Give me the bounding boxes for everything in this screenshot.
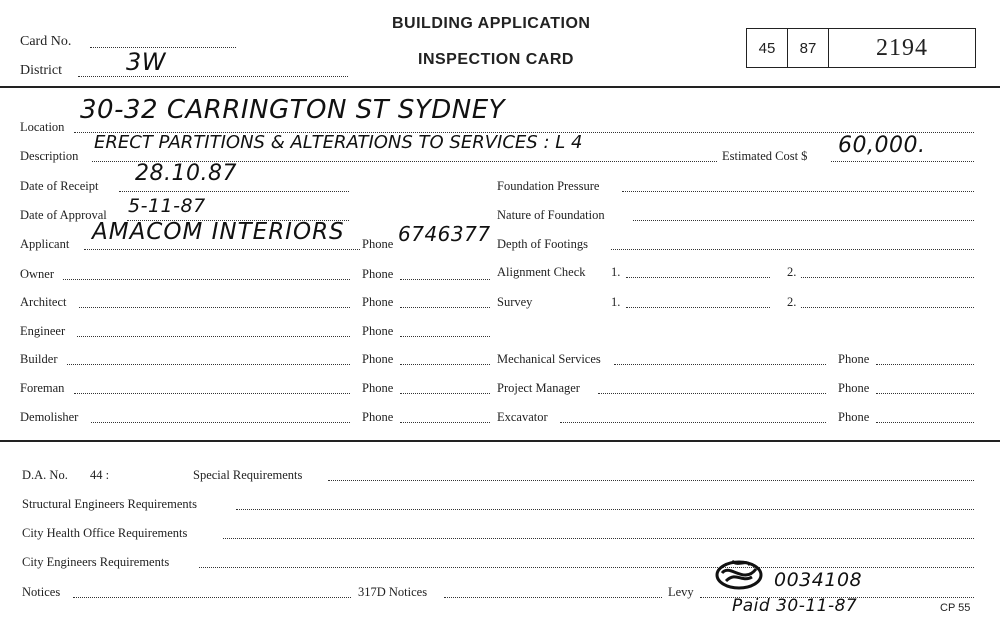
levy-value: 0034108 [774,569,863,591]
da-no-label: D.A. No. [22,468,68,482]
notices-label: Notices [22,585,61,599]
notices-317d-field[interactable] [444,597,662,598]
applicant-label: Applicant [20,237,70,251]
mechanical-phone-label: Phone [838,352,870,366]
survey-2-field[interactable] [801,307,974,308]
health-requirements-label: City Health Office Requirements [22,526,188,540]
owner-phone-label: Phone [362,267,394,281]
survey-1-label: 1. [611,295,621,309]
estimated-cost-value: 60,000. [838,133,926,158]
estimated-cost-field[interactable] [831,161,974,162]
special-requirements-field[interactable] [328,480,974,481]
survey-2-label: 2. [787,295,797,309]
project-manager-phone-label: Phone [838,381,870,395]
engineer-phone-label: Phone [362,324,394,338]
survey-label: Survey [497,295,533,309]
demolisher-phone-label: Phone [362,410,394,424]
form-title-line1: BUILDING APPLICATION [392,15,591,32]
excavator-label: Excavator [497,410,548,424]
alignment-2-field[interactable] [801,277,974,278]
architect-label: Architect [20,295,67,309]
alignment-1-label: 1. [611,265,621,279]
special-requirements-label: Special Requirements [193,468,303,482]
city-engineers-field[interactable] [199,567,974,568]
code-box-2: 87 [787,28,829,68]
nature-foundation-label: Nature of Foundation [497,208,605,222]
architect-field[interactable] [79,307,350,308]
card-no-label: Card No. [20,34,72,49]
project-manager-label: Project Manager [497,381,580,395]
estimated-cost-label: Estimated Cost $ [722,149,808,163]
date-approval-value: 5-11-87 [128,195,206,217]
owner-phone-field[interactable] [400,279,490,280]
engineer-label: Engineer [20,324,66,338]
builder-phone-label: Phone [362,352,394,366]
foreman-phone-label: Phone [362,381,394,395]
section-divider [0,440,1000,442]
applicant-phone-value: 6746377 [398,222,491,246]
engineer-phone-field[interactable] [400,336,490,337]
form-title-line2: INSPECTION CARD [418,51,574,68]
demolisher-field[interactable] [91,422,350,423]
applicant-value: AMACOM INTERIORS [92,219,345,245]
owner-field[interactable] [63,279,350,280]
demolisher-label: Demolisher [20,410,79,424]
applicant-field[interactable] [84,249,360,250]
excavator-phone-field[interactable] [876,422,974,423]
location-label: Location [20,120,65,134]
mechanical-services-label: Mechanical Services [497,352,601,366]
city-engineers-label: City Engineers Requirements [22,555,170,569]
foreman-field[interactable] [74,393,350,394]
form-code: CP 55 [940,602,971,614]
architect-phone-field[interactable] [400,307,490,308]
da-no-value: 44 : [90,468,110,482]
card-number-box [828,28,976,68]
excavator-field[interactable] [560,422,826,423]
owner-label: Owner [20,267,55,281]
alignment-1-field[interactable] [626,277,770,278]
date-receipt-label: Date of Receipt [20,179,99,193]
engineer-field[interactable] [77,336,350,337]
header-divider [0,86,1000,88]
notices-field[interactable] [73,597,351,598]
builder-field[interactable] [67,364,350,365]
district-value: 3W [126,48,166,76]
structural-requirements-field[interactable] [236,509,974,510]
notices-317d-label: 317D Notices [358,585,428,599]
foreman-phone-field[interactable] [400,393,490,394]
architect-phone-label: Phone [362,295,394,309]
initials-scribble-icon [712,555,768,593]
district-field[interactable] [78,76,348,77]
date-approval-label: Date of Approval [20,208,107,222]
code-box-1: 45 [746,28,788,68]
foreman-label: Foreman [20,381,65,395]
depth-footings-field[interactable] [611,249,974,250]
builder-phone-field[interactable] [400,364,490,365]
alignment-2-label: 2. [787,265,797,279]
foundation-pressure-label: Foundation Pressure [497,179,600,193]
description-value: ERECT PARTITIONS & ALTERATIONS TO SERVICES : L 4 [94,132,583,153]
location-value: 30-32 CARRINGTON ST SYDNEY [80,95,506,125]
mechanical-phone-field[interactable] [876,364,974,365]
demolisher-phone-field[interactable] [400,422,490,423]
survey-1-field[interactable] [626,307,770,308]
date-receipt-field[interactable] [119,191,349,192]
project-manager-phone-field[interactable] [876,393,974,394]
district-label: District [20,63,62,78]
mechanical-services-field[interactable] [614,364,826,365]
excavator-phone-label: Phone [838,410,870,424]
health-requirements-field[interactable] [223,538,974,539]
depth-footings-label: Depth of Footings [497,237,588,251]
card-number: 2194 [876,34,928,61]
project-manager-field[interactable] [598,393,826,394]
description-label: Description [20,149,79,163]
paid-note: Paid 30-11-87 [732,596,858,616]
alignment-check-label: Alignment Check [497,265,586,279]
nature-foundation-field[interactable] [633,220,974,221]
structural-requirements-label: Structural Engineers Requirements [22,497,197,511]
levy-label: Levy [668,585,694,599]
date-receipt-value: 28.10.87 [135,161,237,186]
applicant-phone-label: Phone [362,237,394,251]
foundation-pressure-field[interactable] [622,191,974,192]
builder-label: Builder [20,352,58,366]
